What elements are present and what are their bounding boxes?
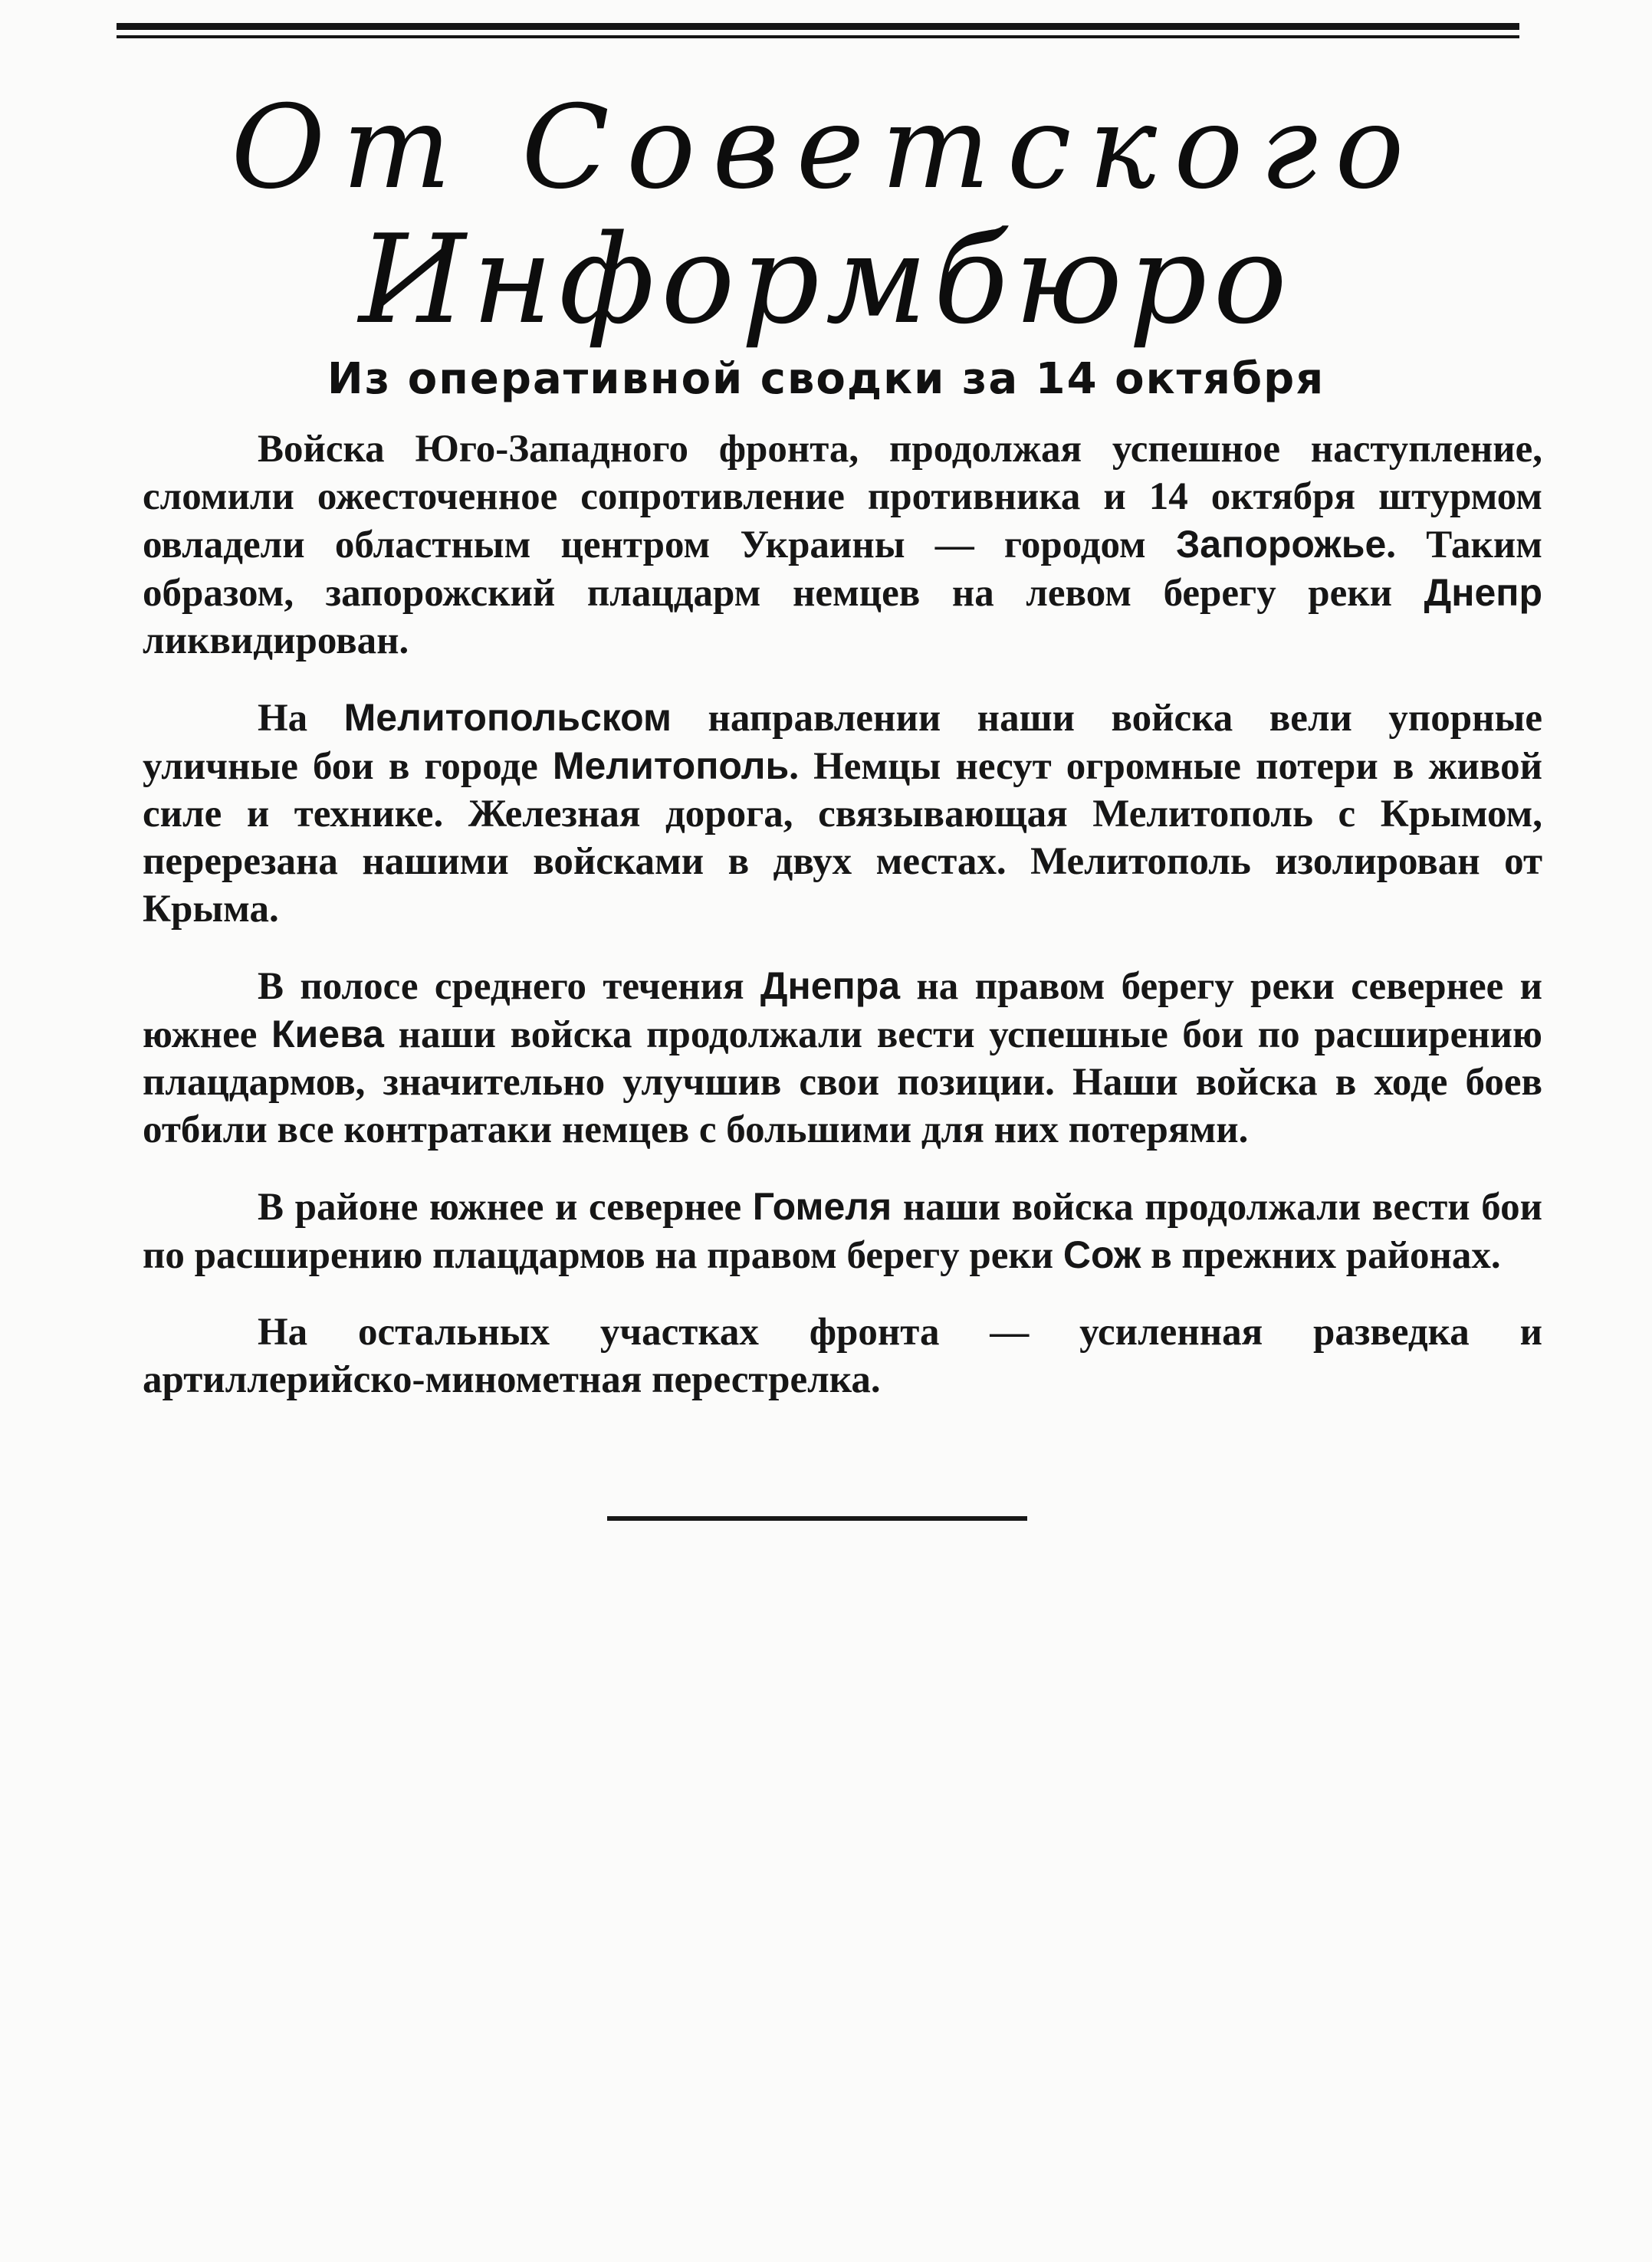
article-body xyxy=(143,425,1542,1433)
place-name: Сож xyxy=(1062,1233,1141,1276)
paragraph-text: . Таким образом, запорожский плацдарм немцев на левом берегу реки xyxy=(143,524,1542,615)
article-paragraph xyxy=(143,962,1542,1154)
place-name: Киева xyxy=(271,1013,384,1055)
paragraph-text: ликвидирован. xyxy=(143,619,409,662)
paragraph-text: на правом берегу реки севернее и южнее xyxy=(143,965,1542,1056)
article-paragraph xyxy=(143,1183,1542,1279)
paragraph-text: В полосе среднего течения xyxy=(258,965,760,1008)
article-paragraph xyxy=(143,694,1542,933)
place-name: Запорожье xyxy=(1175,523,1387,566)
article-paragraph xyxy=(143,425,1542,665)
subtitle: Из оперативной сводки за 14 октября xyxy=(327,354,1325,404)
place-name: Мелитополь xyxy=(552,744,790,787)
paragraph-text: Войска Юго-Западного фронта, продолжая успешное наступление, сломили ожесточенное сопротивление противника и 14 октября штурмом овладели областным центром Украины — городом xyxy=(143,428,1542,566)
place-name: Мелитопольском xyxy=(343,696,672,739)
headline-line-1: От Советского xyxy=(231,81,1421,215)
closing-rule xyxy=(607,1516,1027,1521)
place-name: Днепр xyxy=(1424,571,1542,614)
paragraph-text: наши войска продолжали вести бои по расширению плацдармов на правом берегу реки xyxy=(143,1186,1542,1277)
paragraph-text: На остальных участках фронта — усиленная разведка и артиллерийско-минометная перестрелка. xyxy=(143,1311,1542,1401)
top-rule xyxy=(117,23,1519,30)
paragraph-text: . Немцы несут огромные потери в живой силе и технике. Железная дорога, связывающая Мелитополь с Крымом, перерезана нашими войсками в двух местах. Мелитополь изолирован от Крыма. xyxy=(143,745,1543,931)
article-paragraph xyxy=(143,1308,1542,1403)
paragraph-text: наши войска продолжали вести успешные бои по расширению плацдармов, значительно улучшив свои позиции. Наши войска в ходе боев отбили все контратаки немцев с большими для них потерями. xyxy=(143,1013,1542,1151)
top-rule-thin xyxy=(117,35,1519,38)
place-name: Гомеля xyxy=(752,1185,892,1228)
place-name: Днепра xyxy=(760,964,901,1007)
paragraph-text: В районе южнее и севернее xyxy=(258,1186,753,1229)
headline-line-2: Информбюро xyxy=(359,208,1293,351)
paragraph-text: направлении наши войска вели упорные уличные бои в городе xyxy=(143,697,1542,788)
paragraph-text: На xyxy=(258,697,344,740)
paragraph-text: в прежних районах. xyxy=(1141,1234,1501,1277)
